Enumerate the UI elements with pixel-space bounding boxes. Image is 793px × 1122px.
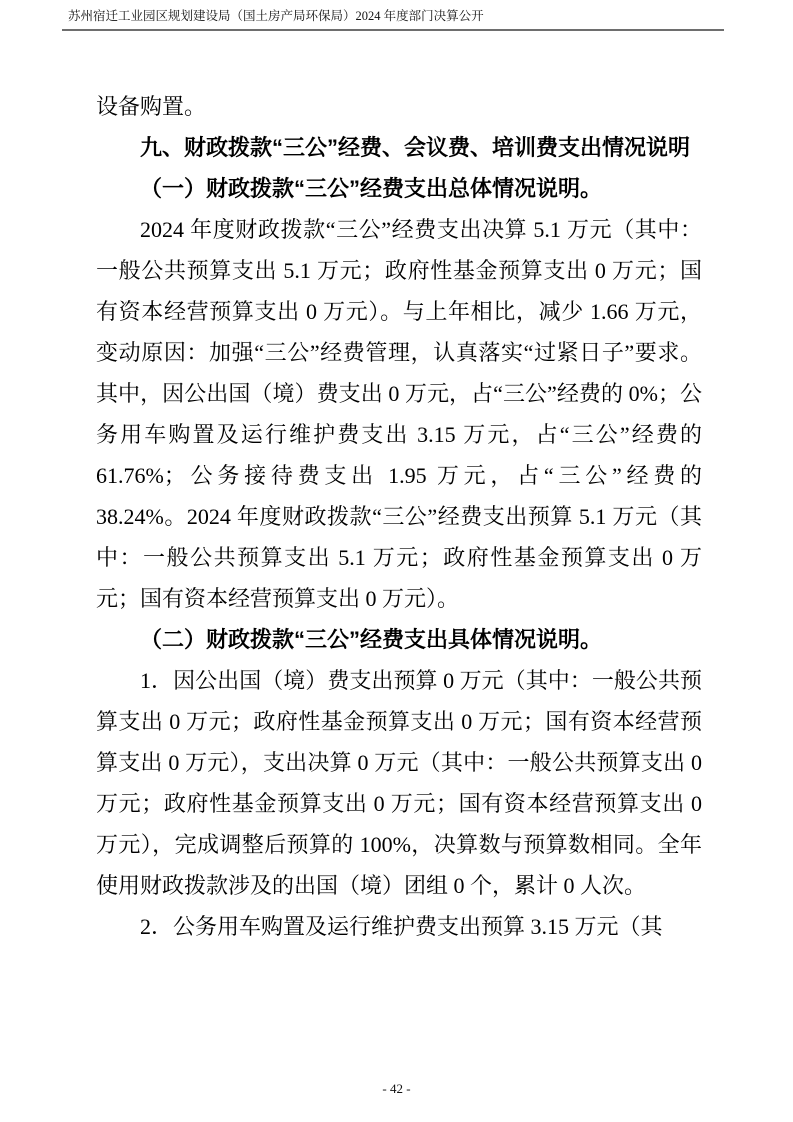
page-number: - 42 - <box>382 1081 411 1096</box>
subsection-heading-two: （二）财政拨款“三公”经费支出具体情况说明。 <box>140 627 603 652</box>
paragraph-item-1-abroad-expense: 1．因公出国（境）费支出预算 0 万元（其中：一般公共预算支出 0 万元；政府性基金预算支出 0 万元；国有资本经营预算支出 0 万元），支出决算 0 万元（其中：一般公共预算支出 0 万元；政府性基金预算支出 0 万元；国有资本经营预算支出 0 万元），完成调整后预算的 100%，决算数与预算数相同。全年使用财政拨款涉及的出国（境）团组 0 个，累计 0 人次。 <box>96 668 702 898</box>
paragraph-item-2-vehicle-expense: 2．公务用车购置及运行维护费支出预算 3.15 万元（其 <box>140 914 663 939</box>
header-title: 苏州宿迁工业园区规划建设局（国土房产局环保局）2024 年度部门决算公开 <box>68 9 484 23</box>
document-body <box>96 86 702 947</box>
page-footer <box>0 1080 793 1098</box>
paragraph-overall-expense: 2024 年度财政拨款“三公”经费支出决算 5.1 万元（其中：一般公共预算支出 5.1 万元；政府性基金预算支出 0 万元；国有资本经营预算支出 0 万元）。与上年相比，减少 1.66 万元，变动原因：加强“三公”经费管理，认真落实“过紧日子”要求。其中，因公出国（境）费支出 0 万元，占“三公”经费的 0%；公务用车购置及运行维护费支出 3.15 万元，占“三公”经费的 61.76%；公务接待费支出 1.95 万元，占“三公”经费的 38.24%。2024 年度财政拨款“三公”经费支出预算 5.1 万元（其中：一般公共预算支出 5.1 万元；政府性基金预算支出 0 万元；国有资本经营预算支出 0 万元）。 <box>96 217 702 611</box>
subsection-heading-one: （一）财政拨款“三公”经费支出总体情况说明。 <box>140 176 603 201</box>
paragraph-continuation: 设备购置。 <box>96 94 207 119</box>
page-header <box>62 8 724 31</box>
section-heading-nine: 九、财政拨款“三公”经费、会议费、培训费支出情况说明 <box>140 135 691 160</box>
